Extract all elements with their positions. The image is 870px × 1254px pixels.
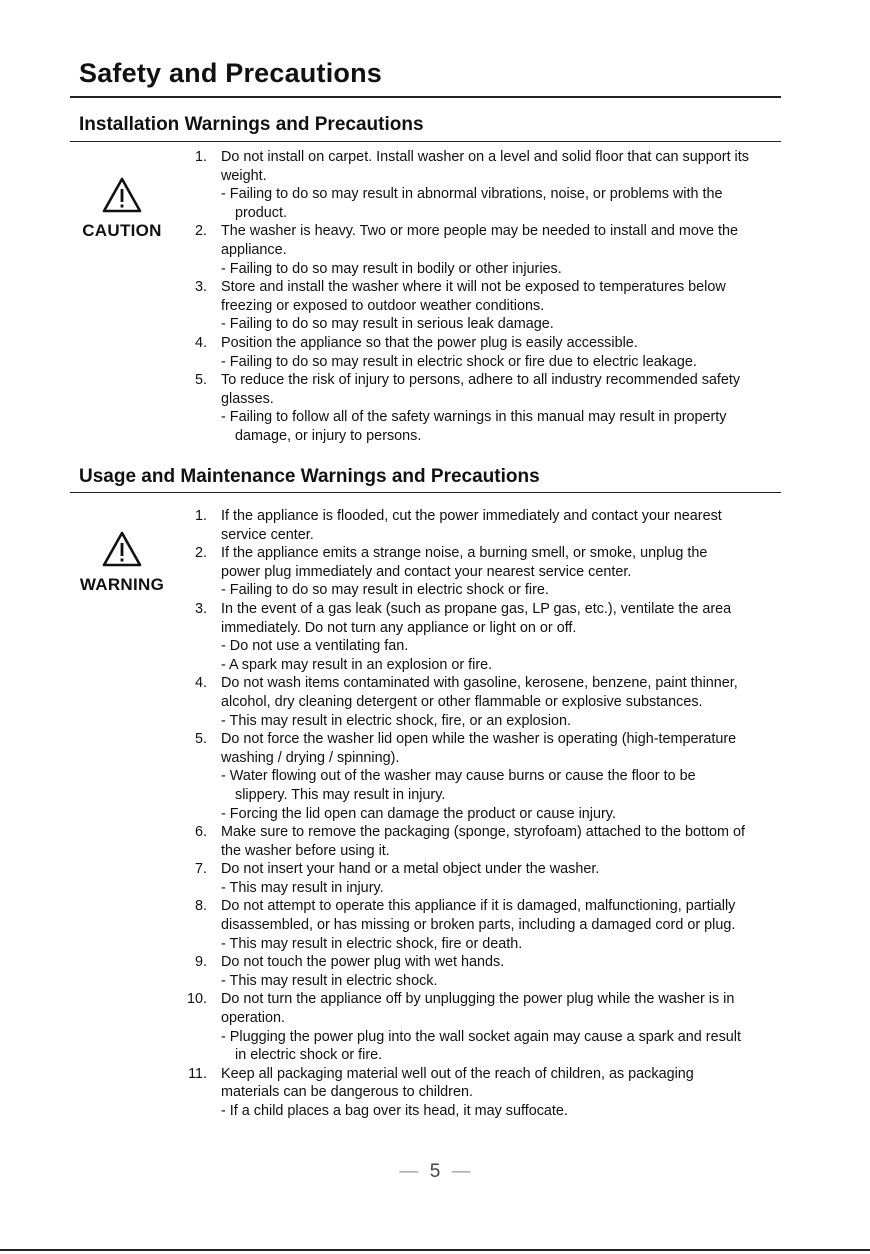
item-consequence: - This may result in injury. — [221, 879, 750, 898]
item-consequence: - Failing to do so may result in electric shock or fire. — [221, 581, 750, 600]
list-item — [180, 860, 750, 897]
item-number: 6. — [194, 824, 207, 841]
item-consequence: - Do not use a ventilating fan. — [221, 637, 750, 656]
item-consequence: - Water flowing out of the washer may cause burns or cause the floor to be slippery. This may result in injury. — [221, 767, 750, 804]
item-number: 2. — [194, 223, 207, 240]
item-consequence: - Failing to do so may result in serious leak damage. — [221, 315, 750, 334]
item-text: Store and install the washer where it will not be exposed to temperatures below freezing or exposed to outdoor weather conditions. — [221, 279, 726, 314]
item-number: 5. — [194, 731, 207, 748]
title-divider — [70, 96, 781, 98]
page-number-dash-right: — — [451, 1161, 471, 1182]
list-item — [180, 334, 750, 371]
item-text: Do not wash items contaminated with gasoline, kerosene, benzene, paint thinner, alcohol, dry cleaning detergent or other flammable or explosive substances. — [221, 675, 738, 710]
warning-sign — [72, 530, 172, 595]
bottom-divider — [0, 1249, 870, 1251]
item-number: 5. — [194, 372, 207, 389]
page-number-dash-left: — — [399, 1161, 419, 1182]
item-text: If the appliance emits a strange noise, a burning smell, or smoke, unplug the power plug immediately and contact your nearest service center. — [221, 545, 708, 580]
list-item — [180, 730, 750, 823]
page-number — [0, 1161, 870, 1183]
item-consequence: - Forcing the lid open can damage the product or cause injury. — [221, 805, 750, 824]
item-consequence: - If a child places a bag over its head, it may suffocate. — [221, 1102, 750, 1121]
installation-divider — [70, 141, 781, 142]
item-consequence: - Plugging the power plug into the wall socket again may cause a spark and result in electric shock or fire. — [221, 1028, 750, 1065]
warning-label: WARNING — [79, 575, 165, 594]
list-item — [180, 371, 750, 445]
item-text: Do not attempt to operate this appliance if it is damaged, malfunctioning, partially disassembled, or has missing or broken parts, including a damaged cord or plug. — [221, 898, 736, 934]
usage-list — [180, 507, 750, 1121]
list-item — [180, 544, 750, 600]
item-consequence: - Failing to do so may result in abnormal vibrations, noise, or problems with the product. — [221, 185, 750, 222]
item-text: If the appliance is flooded, cut the power immediately and contact your nearest service center. — [221, 508, 722, 543]
item-number: 4. — [194, 675, 207, 692]
list-item — [180, 600, 750, 674]
item-consequence: - This may result in electric shock. — [221, 972, 750, 991]
item-text: To reduce the risk of injury to persons, adhere to all industry recommended safety glasses. — [221, 372, 741, 407]
item-number: 3. — [194, 279, 207, 296]
item-number: 10. — [186, 991, 207, 1008]
list-item — [180, 823, 750, 860]
item-text: The washer is heavy. Two or more people may be needed to install and move the appliance. — [221, 223, 739, 258]
item-number: 1. — [194, 508, 207, 524]
item-number: 1. — [194, 149, 207, 165]
list-item — [180, 148, 750, 222]
item-consequence: - Failing to follow all of the safety warnings in this manual may result in property damage, or injury to persons. — [221, 408, 750, 445]
list-item — [180, 507, 750, 544]
item-text: In the event of a gas leak (such as propane gas, LP gas, etc.), ventilate the area immediately. Do not turn any appliance or light on or off. — [221, 600, 732, 636]
item-consequence: - This may result in electric shock, fire, or an explosion. — [221, 712, 750, 731]
item-text: Do not insert your hand or a metal object under the washer. — [221, 861, 600, 878]
item-number: 9. — [194, 954, 207, 971]
item-consequence: - Failing to do so may result in bodily or other injuries. — [221, 260, 750, 279]
item-text: Do not touch the power plug with wet hands. — [221, 954, 505, 971]
item-number: 11. — [188, 1065, 207, 1082]
item-consequence: - Failing to do so may result in electric shock or fire due to electric leakage. — [221, 353, 750, 372]
list-item — [180, 897, 750, 953]
usage-heading: Usage and Maintenance Warnings and Precautions — [79, 466, 540, 487]
item-number: 7. — [194, 861, 207, 878]
list-item — [180, 990, 750, 1064]
usage-divider — [70, 492, 781, 493]
list-item — [180, 222, 750, 278]
item-number: 2. — [194, 545, 207, 562]
item-consequence: - This may result in electric shock, fire or death. — [221, 935, 750, 954]
caution-label: CAUTION — [82, 221, 162, 240]
page-title: Safety and Precautions — [79, 58, 382, 88]
installation-list — [180, 148, 750, 446]
page-number-value: 5 — [429, 1161, 441, 1182]
installation-heading: Installation Warnings and Precautions — [79, 114, 424, 135]
item-text: Keep all packaging material well out of the reach of children, as packaging materials can be dangerous to children. — [221, 1065, 694, 1101]
item-text: Make sure to remove the packaging (sponge, styrofoam) attached to the bottom of the washer before using it. — [221, 824, 745, 859]
item-number: 3. — [194, 600, 207, 617]
item-number: 4. — [194, 334, 207, 351]
item-text: Do not turn the appliance off by unplugging the power plug while the washer is in operation. — [221, 991, 735, 1027]
caution-sign — [72, 176, 172, 241]
list-item — [180, 674, 750, 730]
list-item — [180, 1065, 750, 1121]
item-text: Position the appliance so that the power plug is easily accessible. — [221, 334, 638, 351]
caution-triangle-icon — [101, 176, 143, 214]
warning-triangle-icon — [101, 530, 143, 568]
item-text: Do not force the washer lid open while the washer is operating (high-temperature washing / drying / spinning). — [221, 731, 737, 766]
item-number: 8. — [194, 898, 207, 915]
item-text: Do not install on carpet. Install washer on a level and solid floor that can support its weight. — [221, 149, 749, 184]
list-item — [180, 953, 750, 990]
item-consequence: - A spark may result in an explosion or fire. — [221, 656, 750, 675]
list-item — [180, 278, 750, 334]
